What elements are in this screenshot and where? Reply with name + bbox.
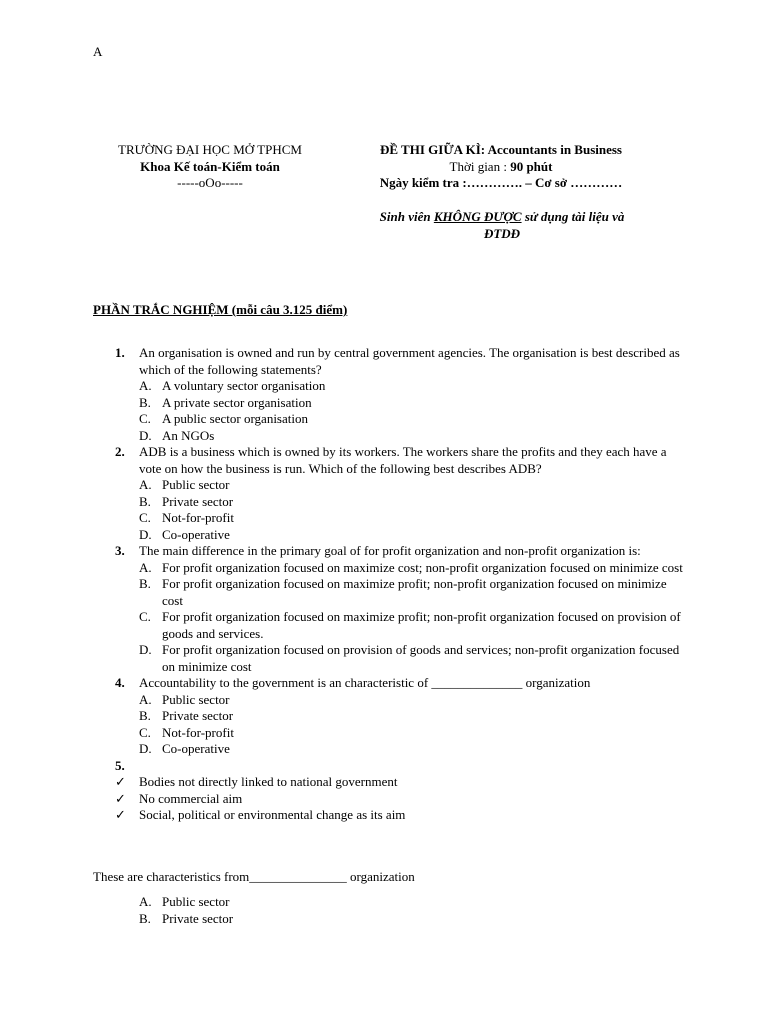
option-4c[interactable] — [93, 725, 683, 742]
option-text: Not-for-profit — [162, 510, 234, 525]
option-label: A. — [139, 378, 152, 393]
option-label: A. — [139, 894, 152, 909]
option-text: For profit organization focused on maximize profit; non-profit organization focused on provision of goods and services. — [162, 609, 681, 641]
option-text: Public sector — [162, 894, 230, 909]
question-5-stem: These are characteristics from_______________ organization — [93, 869, 415, 884]
option-text: Public sector — [162, 477, 230, 492]
option-2c[interactable] — [93, 510, 683, 527]
question-text: ADB is a business which is owned by its workers. The workers share the profits and they each have a vote on how the business is run. Which of the following best describes ADB? — [139, 444, 667, 476]
checkmark-icon: ✓ — [115, 774, 126, 789]
question-4 — [93, 675, 683, 692]
exam-time-label: Thời gian : — [449, 158, 511, 174]
exam-time-value: 90 phút — [510, 158, 553, 174]
option-text: For profit organization focused on maximize profit; non-profit organization focused on minimize cost — [162, 576, 667, 608]
option-label: D. — [139, 427, 152, 443]
ornament-divider: -----oOo----- — [177, 175, 243, 190]
option-text: A voluntary sector organisation — [162, 378, 326, 393]
question-text: The main difference in the primary goal of for profit organization and non-profit organization is: — [139, 543, 641, 558]
characteristic-text: Social, political or environmental change as its aim — [139, 807, 406, 822]
option-3d[interactable] — [93, 642, 683, 675]
exam-title-bold: ĐỀ THI GIỮA KÌ — [379, 142, 481, 157]
option-text: A private sector organisation — [162, 394, 312, 410]
question-number: 3. — [115, 543, 125, 558]
option-text: Private sector — [162, 493, 234, 509]
question-text: Accountability to the government is an characteristic of ______________ organization — [139, 675, 591, 690]
faculty-name: Khoa Kế toán-Kiểm toán — [140, 158, 280, 174]
notice-line2: ĐTDĐ — [483, 225, 521, 241]
checkmark-icon: ✓ — [115, 807, 126, 822]
option-text: For profit organization focused on provision of goods and services; non-profit organization focused on minimize cost — [162, 642, 680, 674]
option-label: B. — [139, 910, 151, 926]
option-label: B. — [139, 708, 151, 723]
option-label: D. — [139, 526, 152, 542]
option-text: Public sector — [162, 691, 230, 707]
option-text: Private sector — [162, 910, 234, 926]
exam-time — [348, 159, 654, 176]
option-label: C. — [139, 510, 151, 525]
option-text: For profit organization focused on maximize cost; non-profit organization focused on minimize cost — [162, 559, 683, 575]
question-3 — [93, 543, 683, 560]
corner-mark: A — [93, 44, 103, 59]
option-4d[interactable] — [93, 741, 683, 758]
option-text: Co-operative — [162, 526, 230, 542]
option-4a[interactable] — [93, 692, 683, 709]
school-header — [95, 142, 325, 192]
section-title: PHẦN TRẮC NGHIỆM (mỗi câu 3.125 điểm) — [93, 302, 348, 317]
option-label: B. — [139, 576, 151, 591]
option-1a[interactable] — [93, 378, 683, 395]
option-label: C. — [139, 724, 151, 740]
exam-header — [348, 142, 654, 192]
option-text: Co-operative — [162, 741, 230, 756]
option-label: A. — [139, 559, 152, 575]
question-number: 1. — [115, 345, 125, 360]
option-text: An NGOs — [162, 427, 215, 443]
option-1d[interactable] — [93, 428, 683, 445]
question-number: 5. — [115, 757, 125, 773]
option-2d[interactable] — [93, 527, 683, 544]
option-2b[interactable] — [93, 494, 683, 511]
option-1b[interactable] — [93, 395, 683, 412]
characteristic-item — [93, 791, 683, 808]
school-name: TRƯỜNG ĐẠI HỌC MỞ TPHCM — [118, 142, 302, 157]
option-label: A. — [139, 477, 152, 492]
exam-notice — [338, 209, 666, 242]
question-number: 2. — [115, 444, 125, 459]
option-label: C. — [139, 609, 151, 624]
option-text: Not-for-profit — [162, 724, 234, 740]
notice-post: sử dụng tài liệu và — [521, 209, 625, 224]
exam-date-line: Ngày kiểm tra :…………. – Cơ sở ………… — [379, 175, 623, 190]
exam-title-rest: : Accountants in Business — [480, 142, 622, 157]
checkmark-icon: ✓ — [115, 790, 126, 806]
question-number: 4. — [115, 675, 125, 690]
option-5b[interactable] — [93, 911, 683, 928]
option-3b[interactable] — [93, 576, 683, 609]
exam-title — [348, 142, 654, 159]
option-label: D. — [139, 642, 152, 657]
option-label: A. — [139, 691, 152, 707]
option-3a[interactable] — [93, 560, 683, 577]
question-text: An organisation is owned and run by central government agencies. The organisation is best described as which of the following statements? — [139, 345, 680, 377]
question-list — [93, 345, 683, 824]
characteristic-text: No commercial aim — [139, 790, 243, 806]
option-label: B. — [139, 493, 151, 509]
characteristic-item — [93, 807, 683, 824]
option-4b[interactable] — [93, 708, 683, 725]
option-label: B. — [139, 394, 151, 410]
notice-emphasis: KHÔNG ĐƯỢC — [433, 209, 522, 224]
option-text: Private sector — [162, 708, 234, 723]
question-1 — [93, 345, 683, 378]
option-1c[interactable] — [93, 411, 683, 428]
option-5a[interactable] — [93, 894, 683, 911]
option-2a[interactable] — [93, 477, 683, 494]
characteristic-text: Bodies not directly linked to national government — [139, 774, 398, 789]
option-3c[interactable] — [93, 609, 683, 642]
question-2 — [93, 444, 683, 477]
question-5-options — [93, 894, 683, 927]
characteristic-item — [93, 774, 683, 791]
notice-pre: Sinh viên — [379, 209, 434, 224]
question-5 — [93, 758, 683, 775]
option-label: D. — [139, 741, 152, 756]
option-label: C. — [139, 411, 151, 426]
option-text: A public sector organisation — [162, 411, 308, 426]
